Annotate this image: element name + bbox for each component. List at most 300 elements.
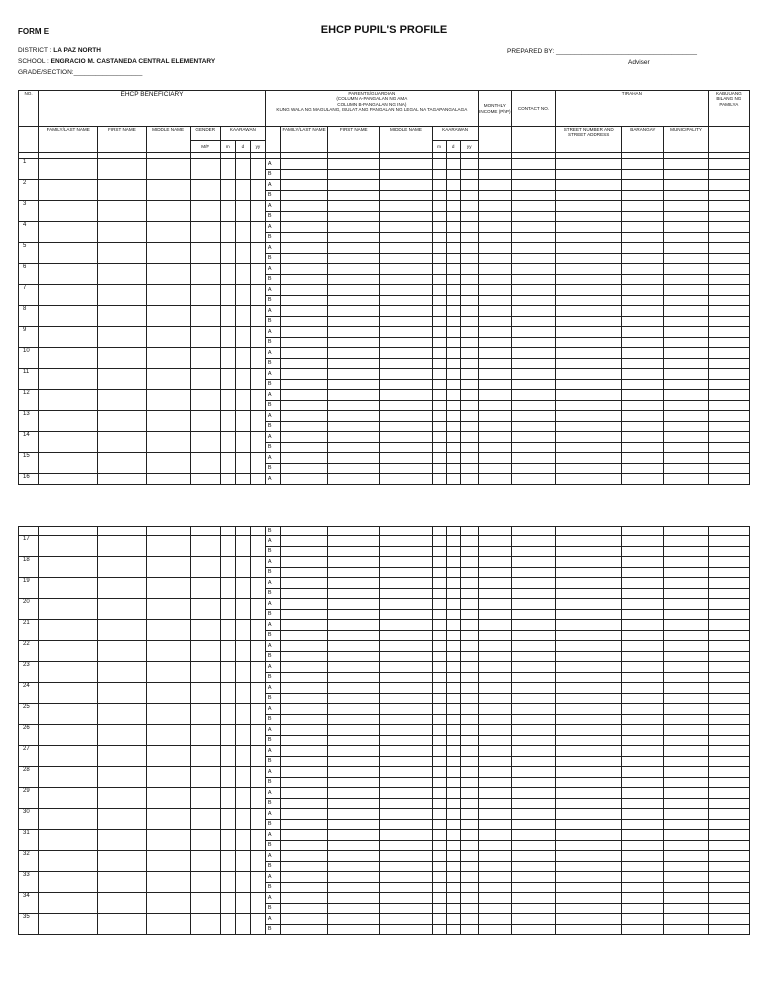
middle-name-cell[interactable] bbox=[146, 557, 190, 578]
contact-no-cell[interactable] bbox=[511, 683, 555, 694]
municipality-cell[interactable] bbox=[664, 232, 708, 243]
parent-birth-month-cell[interactable] bbox=[432, 777, 446, 788]
family-last-name-cell[interactable] bbox=[39, 893, 98, 914]
family-last-name-cell[interactable] bbox=[39, 243, 98, 264]
first-name-cell[interactable] bbox=[98, 369, 146, 390]
barangay-cell[interactable] bbox=[622, 704, 664, 715]
family-last-name-cell[interactable] bbox=[39, 851, 98, 872]
middle-name-cell[interactable] bbox=[146, 527, 190, 536]
family-count-cell[interactable] bbox=[708, 819, 749, 830]
birth-year-cell[interactable] bbox=[250, 683, 265, 704]
family-last-name-cell[interactable] bbox=[39, 767, 98, 788]
family-count-cell[interactable] bbox=[708, 714, 749, 725]
parent-birth-day-cell[interactable] bbox=[446, 819, 460, 830]
grade-section-line[interactable]: GRADE/SECTION:___________________ bbox=[18, 69, 143, 76]
municipality-cell[interactable] bbox=[664, 264, 708, 275]
birth-day-cell[interactable] bbox=[235, 527, 250, 536]
monthly-income-cell[interactable] bbox=[478, 285, 511, 296]
monthly-income-cell[interactable] bbox=[478, 725, 511, 736]
parent-middle-name-cell[interactable] bbox=[380, 243, 432, 254]
parent-first-name-cell[interactable] bbox=[328, 840, 380, 851]
contact-no-cell[interactable] bbox=[511, 211, 555, 222]
birth-year-cell[interactable] bbox=[250, 578, 265, 599]
parent-birth-year-cell[interactable] bbox=[460, 924, 478, 935]
contact-no-cell[interactable] bbox=[511, 306, 555, 317]
parent-first-name-cell[interactable] bbox=[328, 379, 380, 390]
family-count-cell[interactable] bbox=[708, 243, 749, 254]
birth-month-cell[interactable] bbox=[220, 662, 235, 683]
street-cell[interactable] bbox=[556, 557, 622, 568]
parent-birth-month-cell[interactable] bbox=[432, 620, 446, 631]
parent-family-last-name-cell[interactable] bbox=[280, 809, 327, 820]
barangay-cell[interactable] bbox=[622, 400, 664, 411]
street-cell[interactable] bbox=[556, 463, 622, 474]
parent-first-name-cell[interactable] bbox=[328, 421, 380, 432]
parent-first-name-cell[interactable] bbox=[328, 914, 380, 925]
monthly-income-cell[interactable] bbox=[478, 536, 511, 547]
family-count-cell[interactable] bbox=[708, 735, 749, 746]
monthly-income-cell[interactable] bbox=[478, 924, 511, 935]
parent-first-name-cell[interactable] bbox=[328, 453, 380, 464]
barangay-cell[interactable] bbox=[622, 924, 664, 935]
street-cell[interactable] bbox=[556, 767, 622, 778]
barangay-cell[interactable] bbox=[622, 546, 664, 557]
parent-family-last-name-cell[interactable] bbox=[280, 872, 327, 883]
parent-birth-year-cell[interactable] bbox=[460, 400, 478, 411]
birth-day-cell[interactable] bbox=[235, 683, 250, 704]
parent-middle-name-cell[interactable] bbox=[380, 442, 432, 453]
parent-middle-name-cell[interactable] bbox=[380, 620, 432, 631]
municipality-cell[interactable] bbox=[664, 882, 708, 893]
monthly-income-cell[interactable] bbox=[478, 651, 511, 662]
family-last-name-cell[interactable] bbox=[39, 641, 98, 662]
parent-birth-day-cell[interactable] bbox=[446, 390, 460, 401]
municipality-cell[interactable] bbox=[664, 903, 708, 914]
family-count-cell[interactable] bbox=[708, 369, 749, 380]
birth-year-cell[interactable] bbox=[250, 474, 265, 485]
parent-first-name-cell[interactable] bbox=[328, 609, 380, 620]
gender-cell[interactable] bbox=[190, 201, 220, 222]
birth-year-cell[interactable] bbox=[250, 264, 265, 285]
street-cell[interactable] bbox=[556, 201, 622, 212]
parent-middle-name-cell[interactable] bbox=[380, 630, 432, 641]
middle-name-cell[interactable] bbox=[146, 201, 190, 222]
parent-birth-year-cell[interactable] bbox=[460, 746, 478, 757]
municipality-cell[interactable] bbox=[664, 641, 708, 652]
monthly-income-cell[interactable] bbox=[478, 274, 511, 285]
family-count-cell[interactable] bbox=[708, 903, 749, 914]
parent-first-name-cell[interactable] bbox=[328, 872, 380, 883]
parent-birth-month-cell[interactable] bbox=[432, 421, 446, 432]
monthly-income-cell[interactable] bbox=[478, 872, 511, 883]
barangay-cell[interactable] bbox=[622, 536, 664, 547]
parent-birth-year-cell[interactable] bbox=[460, 693, 478, 704]
parent-birth-day-cell[interactable] bbox=[446, 798, 460, 809]
contact-no-cell[interactable] bbox=[511, 830, 555, 841]
parent-family-last-name-cell[interactable] bbox=[280, 243, 327, 254]
municipality-cell[interactable] bbox=[664, 442, 708, 453]
barangay-cell[interactable] bbox=[622, 453, 664, 464]
birth-year-cell[interactable] bbox=[250, 285, 265, 306]
municipality-cell[interactable] bbox=[664, 369, 708, 380]
parent-first-name-cell[interactable] bbox=[328, 893, 380, 904]
parent-birth-day-cell[interactable] bbox=[446, 809, 460, 820]
barangay-cell[interactable] bbox=[622, 201, 664, 212]
parent-birth-month-cell[interactable] bbox=[432, 285, 446, 296]
street-cell[interactable] bbox=[556, 872, 622, 883]
monthly-income-cell[interactable] bbox=[478, 327, 511, 338]
parent-middle-name-cell[interactable] bbox=[380, 190, 432, 201]
street-cell[interactable] bbox=[556, 788, 622, 799]
family-count-cell[interactable] bbox=[708, 872, 749, 883]
family-count-cell[interactable] bbox=[708, 630, 749, 641]
birth-month-cell[interactable] bbox=[220, 599, 235, 620]
parent-first-name-cell[interactable] bbox=[328, 285, 380, 296]
barangay-cell[interactable] bbox=[622, 232, 664, 243]
family-last-name-cell[interactable] bbox=[39, 536, 98, 557]
middle-name-cell[interactable] bbox=[146, 222, 190, 243]
middle-name-cell[interactable] bbox=[146, 264, 190, 285]
birth-day-cell[interactable] bbox=[235, 662, 250, 683]
birth-day-cell[interactable] bbox=[235, 369, 250, 390]
birth-year-cell[interactable] bbox=[250, 704, 265, 725]
monthly-income-cell[interactable] bbox=[478, 609, 511, 620]
barangay-cell[interactable] bbox=[622, 253, 664, 264]
street-cell[interactable] bbox=[556, 358, 622, 369]
family-count-cell[interactable] bbox=[708, 851, 749, 862]
birth-year-cell[interactable] bbox=[250, 746, 265, 767]
family-last-name-cell[interactable] bbox=[39, 453, 98, 474]
parent-family-last-name-cell[interactable] bbox=[280, 735, 327, 746]
family-count-cell[interactable] bbox=[708, 400, 749, 411]
parent-middle-name-cell[interactable] bbox=[380, 924, 432, 935]
barangay-cell[interactable] bbox=[622, 599, 664, 610]
birth-month-cell[interactable] bbox=[220, 390, 235, 411]
family-last-name-cell[interactable] bbox=[39, 620, 98, 641]
gender-cell[interactable] bbox=[190, 180, 220, 201]
contact-no-cell[interactable] bbox=[511, 295, 555, 306]
parent-birth-year-cell[interactable] bbox=[460, 421, 478, 432]
parent-birth-year-cell[interactable] bbox=[460, 463, 478, 474]
monthly-income-cell[interactable] bbox=[478, 830, 511, 841]
municipality-cell[interactable] bbox=[664, 746, 708, 757]
birth-day-cell[interactable] bbox=[235, 243, 250, 264]
parent-first-name-cell[interactable] bbox=[328, 474, 380, 485]
first-name-cell[interactable] bbox=[98, 893, 146, 914]
first-name-cell[interactable] bbox=[98, 788, 146, 809]
municipality-cell[interactable] bbox=[664, 777, 708, 788]
parent-family-last-name-cell[interactable] bbox=[280, 379, 327, 390]
first-name-cell[interactable] bbox=[98, 180, 146, 201]
family-count-cell[interactable] bbox=[708, 432, 749, 443]
parent-middle-name-cell[interactable] bbox=[380, 588, 432, 599]
municipality-cell[interactable] bbox=[664, 767, 708, 778]
municipality-cell[interactable] bbox=[664, 893, 708, 904]
barangay-cell[interactable] bbox=[622, 893, 664, 904]
contact-no-cell[interactable] bbox=[511, 369, 555, 380]
gender-cell[interactable] bbox=[190, 830, 220, 851]
parent-middle-name-cell[interactable] bbox=[380, 641, 432, 652]
municipality-cell[interactable] bbox=[664, 400, 708, 411]
family-count-cell[interactable] bbox=[708, 442, 749, 453]
contact-no-cell[interactable] bbox=[511, 788, 555, 799]
parent-middle-name-cell[interactable] bbox=[380, 400, 432, 411]
birth-year-cell[interactable] bbox=[250, 432, 265, 453]
family-last-name-cell[interactable] bbox=[39, 578, 98, 599]
parent-first-name-cell[interactable] bbox=[328, 578, 380, 589]
barangay-cell[interactable] bbox=[622, 411, 664, 422]
parent-birth-month-cell[interactable] bbox=[432, 527, 446, 536]
barangay-cell[interactable] bbox=[622, 830, 664, 841]
family-count-cell[interactable] bbox=[708, 379, 749, 390]
monthly-income-cell[interactable] bbox=[478, 211, 511, 222]
monthly-income-cell[interactable] bbox=[478, 819, 511, 830]
family-last-name-cell[interactable] bbox=[39, 264, 98, 285]
birth-day-cell[interactable] bbox=[235, 578, 250, 599]
contact-no-cell[interactable] bbox=[511, 264, 555, 275]
family-last-name-cell[interactable] bbox=[39, 527, 98, 536]
first-name-cell[interactable] bbox=[98, 872, 146, 893]
municipality-cell[interactable] bbox=[664, 390, 708, 401]
gender-cell[interactable] bbox=[190, 599, 220, 620]
municipality-cell[interactable] bbox=[664, 379, 708, 390]
parent-family-last-name-cell[interactable] bbox=[280, 861, 327, 872]
family-count-cell[interactable] bbox=[708, 777, 749, 788]
contact-no-cell[interactable] bbox=[511, 557, 555, 568]
parent-birth-year-cell[interactable] bbox=[460, 819, 478, 830]
parent-first-name-cell[interactable] bbox=[328, 830, 380, 841]
birth-year-cell[interactable] bbox=[250, 851, 265, 872]
contact-no-cell[interactable] bbox=[511, 714, 555, 725]
gender-cell[interactable] bbox=[190, 390, 220, 411]
parent-birth-year-cell[interactable] bbox=[460, 756, 478, 767]
parent-birth-year-cell[interactable] bbox=[460, 348, 478, 359]
parent-first-name-cell[interactable] bbox=[328, 767, 380, 778]
parent-middle-name-cell[interactable] bbox=[380, 474, 432, 485]
birth-day-cell[interactable] bbox=[235, 536, 250, 557]
parent-middle-name-cell[interactable] bbox=[380, 567, 432, 578]
middle-name-cell[interactable] bbox=[146, 872, 190, 893]
street-cell[interactable] bbox=[556, 683, 622, 694]
parent-first-name-cell[interactable] bbox=[328, 264, 380, 275]
contact-no-cell[interactable] bbox=[511, 588, 555, 599]
birth-day-cell[interactable] bbox=[235, 620, 250, 641]
birth-day-cell[interactable] bbox=[235, 788, 250, 809]
parent-birth-day-cell[interactable] bbox=[446, 683, 460, 694]
contact-no-cell[interactable] bbox=[511, 578, 555, 589]
birth-year-cell[interactable] bbox=[250, 369, 265, 390]
municipality-cell[interactable] bbox=[664, 704, 708, 715]
parent-birth-month-cell[interactable] bbox=[432, 463, 446, 474]
parent-birth-month-cell[interactable] bbox=[432, 474, 446, 485]
parent-middle-name-cell[interactable] bbox=[380, 306, 432, 317]
parent-family-last-name-cell[interactable] bbox=[280, 819, 327, 830]
birth-day-cell[interactable] bbox=[235, 641, 250, 662]
parent-middle-name-cell[interactable] bbox=[380, 546, 432, 557]
parent-birth-day-cell[interactable] bbox=[446, 327, 460, 338]
parent-birth-year-cell[interactable] bbox=[460, 327, 478, 338]
contact-no-cell[interactable] bbox=[511, 819, 555, 830]
birth-year-cell[interactable] bbox=[250, 306, 265, 327]
family-count-cell[interactable] bbox=[708, 914, 749, 925]
monthly-income-cell[interactable] bbox=[478, 295, 511, 306]
street-cell[interactable] bbox=[556, 432, 622, 443]
birth-year-cell[interactable] bbox=[250, 536, 265, 557]
contact-no-cell[interactable] bbox=[511, 840, 555, 851]
parent-birth-year-cell[interactable] bbox=[460, 190, 478, 201]
parent-birth-month-cell[interactable] bbox=[432, 222, 446, 233]
barangay-cell[interactable] bbox=[622, 390, 664, 401]
monthly-income-cell[interactable] bbox=[478, 358, 511, 369]
parent-first-name-cell[interactable] bbox=[328, 620, 380, 631]
barangay-cell[interactable] bbox=[622, 222, 664, 233]
contact-no-cell[interactable] bbox=[511, 809, 555, 820]
contact-no-cell[interactable] bbox=[511, 463, 555, 474]
birth-day-cell[interactable] bbox=[235, 432, 250, 453]
birth-day-cell[interactable] bbox=[235, 222, 250, 243]
municipality-cell[interactable] bbox=[664, 201, 708, 212]
parent-first-name-cell[interactable] bbox=[328, 903, 380, 914]
family-count-cell[interactable] bbox=[708, 337, 749, 348]
parent-first-name-cell[interactable] bbox=[328, 546, 380, 557]
contact-no-cell[interactable] bbox=[511, 400, 555, 411]
birth-month-cell[interactable] bbox=[220, 914, 235, 935]
parent-middle-name-cell[interactable] bbox=[380, 777, 432, 788]
birth-day-cell[interactable] bbox=[235, 893, 250, 914]
family-count-cell[interactable] bbox=[708, 327, 749, 338]
parent-first-name-cell[interactable] bbox=[328, 714, 380, 725]
monthly-income-cell[interactable] bbox=[478, 641, 511, 652]
parent-birth-month-cell[interactable] bbox=[432, 693, 446, 704]
street-cell[interactable] bbox=[556, 641, 622, 652]
parent-birth-year-cell[interactable] bbox=[460, 180, 478, 191]
parent-birth-day-cell[interactable] bbox=[446, 662, 460, 673]
parent-birth-year-cell[interactable] bbox=[460, 201, 478, 212]
gender-cell[interactable] bbox=[190, 914, 220, 935]
parent-family-last-name-cell[interactable] bbox=[280, 893, 327, 904]
parent-family-last-name-cell[interactable] bbox=[280, 662, 327, 673]
parent-birth-year-cell[interactable] bbox=[460, 641, 478, 652]
birth-month-cell[interactable] bbox=[220, 683, 235, 704]
parent-family-last-name-cell[interactable] bbox=[280, 882, 327, 893]
parent-family-last-name-cell[interactable] bbox=[280, 232, 327, 243]
monthly-income-cell[interactable] bbox=[478, 369, 511, 380]
monthly-income-cell[interactable] bbox=[478, 851, 511, 862]
street-cell[interactable] bbox=[556, 348, 622, 359]
middle-name-cell[interactable] bbox=[146, 306, 190, 327]
family-last-name-cell[interactable] bbox=[39, 348, 98, 369]
birth-year-cell[interactable] bbox=[250, 788, 265, 809]
family-last-name-cell[interactable] bbox=[39, 788, 98, 809]
barangay-cell[interactable] bbox=[622, 725, 664, 736]
barangay-cell[interactable] bbox=[622, 463, 664, 474]
birth-year-cell[interactable] bbox=[250, 159, 265, 180]
middle-name-cell[interactable] bbox=[146, 348, 190, 369]
parent-birth-year-cell[interactable] bbox=[460, 369, 478, 380]
monthly-income-cell[interactable] bbox=[478, 348, 511, 359]
parent-family-last-name-cell[interactable] bbox=[280, 463, 327, 474]
street-cell[interactable] bbox=[556, 819, 622, 830]
middle-name-cell[interactable] bbox=[146, 704, 190, 725]
first-name-cell[interactable] bbox=[98, 527, 146, 536]
parent-middle-name-cell[interactable] bbox=[380, 316, 432, 327]
family-count-cell[interactable] bbox=[708, 411, 749, 422]
contact-no-cell[interactable] bbox=[511, 872, 555, 883]
parent-birth-month-cell[interactable] bbox=[432, 442, 446, 453]
parent-family-last-name-cell[interactable] bbox=[280, 851, 327, 862]
parent-birth-year-cell[interactable] bbox=[460, 609, 478, 620]
street-cell[interactable] bbox=[556, 421, 622, 432]
parent-birth-year-cell[interactable] bbox=[460, 243, 478, 254]
parent-birth-year-cell[interactable] bbox=[460, 893, 478, 904]
family-count-cell[interactable] bbox=[708, 316, 749, 327]
parent-birth-day-cell[interactable] bbox=[446, 369, 460, 380]
monthly-income-cell[interactable] bbox=[478, 557, 511, 568]
parent-middle-name-cell[interactable] bbox=[380, 453, 432, 464]
parent-birth-year-cell[interactable] bbox=[460, 809, 478, 820]
monthly-income-cell[interactable] bbox=[478, 421, 511, 432]
parent-middle-name-cell[interactable] bbox=[380, 578, 432, 589]
contact-no-cell[interactable] bbox=[511, 693, 555, 704]
parent-birth-month-cell[interactable] bbox=[432, 348, 446, 359]
monthly-income-cell[interactable] bbox=[478, 442, 511, 453]
parent-family-last-name-cell[interactable] bbox=[280, 557, 327, 568]
family-last-name-cell[interactable] bbox=[39, 557, 98, 578]
parent-family-last-name-cell[interactable] bbox=[280, 924, 327, 935]
barangay-cell[interactable] bbox=[622, 882, 664, 893]
birth-day-cell[interactable] bbox=[235, 557, 250, 578]
birth-year-cell[interactable] bbox=[250, 830, 265, 851]
family-last-name-cell[interactable] bbox=[39, 390, 98, 411]
birth-month-cell[interactable] bbox=[220, 527, 235, 536]
municipality-cell[interactable] bbox=[664, 914, 708, 925]
family-count-cell[interactable] bbox=[708, 830, 749, 841]
parent-family-last-name-cell[interactable] bbox=[280, 830, 327, 841]
first-name-cell[interactable] bbox=[98, 641, 146, 662]
parent-birth-day-cell[interactable] bbox=[446, 232, 460, 243]
parent-middle-name-cell[interactable] bbox=[380, 527, 432, 536]
barangay-cell[interactable] bbox=[622, 903, 664, 914]
parent-birth-month-cell[interactable] bbox=[432, 746, 446, 757]
family-last-name-cell[interactable] bbox=[39, 746, 98, 767]
monthly-income-cell[interactable] bbox=[478, 190, 511, 201]
parent-birth-month-cell[interactable] bbox=[432, 767, 446, 778]
family-last-name-cell[interactable] bbox=[39, 662, 98, 683]
barangay-cell[interactable] bbox=[622, 693, 664, 704]
parent-birth-day-cell[interactable] bbox=[446, 222, 460, 233]
barangay-cell[interactable] bbox=[622, 316, 664, 327]
street-cell[interactable] bbox=[556, 756, 622, 767]
parent-middle-name-cell[interactable] bbox=[380, 683, 432, 694]
birth-year-cell[interactable] bbox=[250, 557, 265, 578]
contact-no-cell[interactable] bbox=[511, 725, 555, 736]
birth-month-cell[interactable] bbox=[220, 369, 235, 390]
monthly-income-cell[interactable] bbox=[478, 693, 511, 704]
monthly-income-cell[interactable] bbox=[478, 767, 511, 778]
family-count-cell[interactable] bbox=[708, 620, 749, 631]
parent-birth-month-cell[interactable] bbox=[432, 358, 446, 369]
monthly-income-cell[interactable] bbox=[478, 662, 511, 673]
parent-first-name-cell[interactable] bbox=[328, 295, 380, 306]
parent-middle-name-cell[interactable] bbox=[380, 159, 432, 170]
municipality-cell[interactable] bbox=[664, 662, 708, 673]
parent-birth-year-cell[interactable] bbox=[460, 159, 478, 170]
parent-first-name-cell[interactable] bbox=[328, 390, 380, 401]
first-name-cell[interactable] bbox=[98, 662, 146, 683]
gender-cell[interactable] bbox=[190, 264, 220, 285]
parent-family-last-name-cell[interactable] bbox=[280, 788, 327, 799]
parent-first-name-cell[interactable] bbox=[328, 924, 380, 935]
